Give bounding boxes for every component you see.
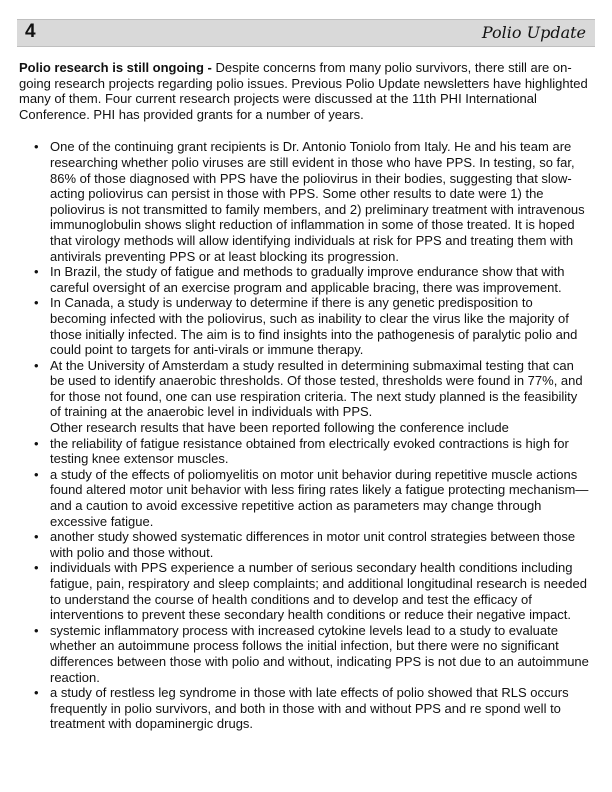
intro-paragraph — [19, 60, 591, 122]
list-item: • a study of the effects of poliomyelitis on motor unit behavior during repetitive muscle actions found altered motor unit behavior with less firing rates likely a fatigue protecting mechanism—and a caution to avoid excessive repetitive action as parameters may change through excessive fatigue. — [50, 467, 591, 529]
list-item — [50, 358, 591, 436]
intro-text: Despite concerns from many polio survivors, there still are on-going research projects regarding polio issues. Previous Polio Update newsletters have highlighted many of them. Four current research projects were discussed at the 11th PHI International Conference. PHI has provided grants for a number of years. — [19, 60, 588, 122]
list-item: • the reliability of fatigue resistance obtained from electrically evoked contractions is high for testing knee extensor muscles. — [50, 436, 591, 467]
list-item: • systemic inflammatory process with increased cytokine levels lead to a study to evaluate whether an autoimmune process follows the initial infection, but there were no significant differences between those with polio and without, indicating PPS is not due to an autoimmune reaction. — [50, 623, 591, 685]
article — [19, 60, 591, 732]
newsletter-title: Polio Update — [481, 23, 586, 42]
list-item: • another study showed systematic differences in motor unit control strategies between those with polio and those without. — [50, 529, 591, 560]
other-results-intro: Other research results that have been reported following the conference include — [50, 420, 509, 436]
page-header — [17, 19, 595, 47]
list-item: • individuals with PPS experience a number of serious secondary health conditions including fatigue, pain, respiratory and sleep complaints; and additional longitudinal research is needed to understand the course of health conditions and to develop and test the efficacy of interventions to prevent these secondary health conditions or reduce their negative impact. — [50, 560, 591, 622]
list-item: • a study of restless leg syndrome in those with late effects of polio showed that RLS occurs frequently in polio survivors, and both in those with and without PPS and re spond well to treatment with dopaminergic drugs. — [50, 685, 591, 732]
list-item-text: At the University of Amsterdam a study resulted in determining submaximal testing that can be used to identify anaerobic thresholds. Of those tested, thresholds were found in 77%, and for those not found, one can use respiration criteria. The next study planned is the feasibility of training at the anaerobic level in individuals with PPS. — [50, 357, 583, 420]
article-heading: Polio research is still ongoing - — [19, 60, 212, 75]
list-item: • One of the continuing grant recipients is Dr. Antonio Toniolo from Italy. He and his team are researching whether polio viruses are still evident in those who have PPS. In testing, so far, 86% of those diagnosed with PPS have the poliovirus in their bodies, suggesting that slow-acting poliovirus can persist in those with PPS. Some other results to date were 1) the poliovirus is not transmitted to family members, and 2) preliminary treatment with intravenous immunoglobulin shows slight reduction of inflammation in some of those treated. It is hoped that virology methods will allow identifying individuals at risk for PPS and treating them with antivirals preventing PPS or at least blocking its progression. — [50, 139, 591, 264]
research-list — [19, 139, 591, 732]
page-number: 4 — [25, 21, 36, 42]
list-item: • In Canada, a study is underway to determine if there is any genetic predisposition to becoming infected with the poliovirus, such as inability to clear the virus like the majority of those initially infected. The aim is to find insights into the pathogenesis of paralytic polio and could point to targets for anti-virals or immune therapy. — [50, 295, 591, 357]
list-item: • In Brazil, the study of fatigue and methods to gradually improve endurance show that with careful oversight of an exercise program and applicable bracing, there was improvement. — [50, 264, 591, 295]
